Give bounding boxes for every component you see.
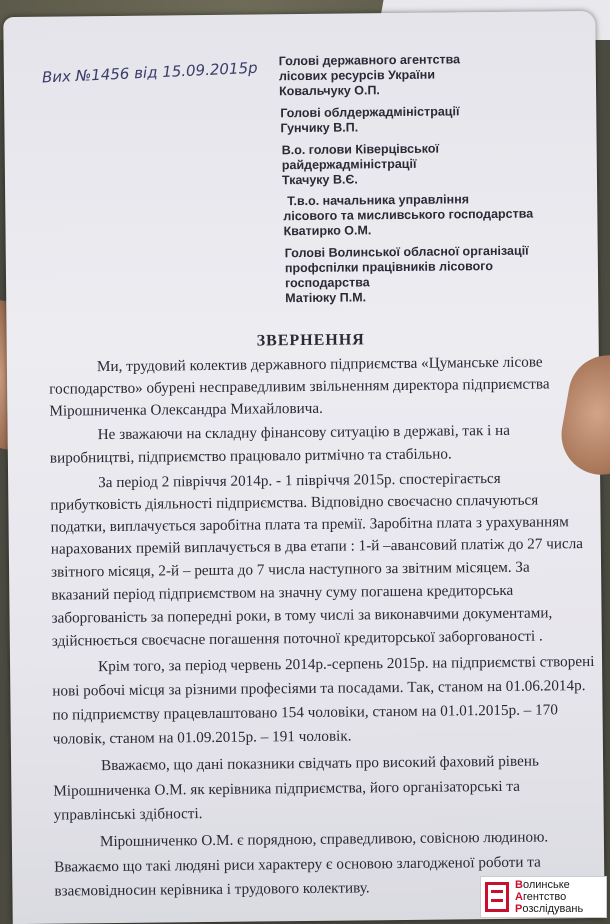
addressee-line: Т.в.о. начальника управління bbox=[287, 192, 470, 209]
body-line: Не зважаючи на складну фінансову ситуацію в державі, так і на bbox=[97, 421, 511, 444]
body-line: Мірошниченка О.М. як керівника підприємства, його організаторські та bbox=[53, 777, 521, 800]
addressee-line: Голові облдержадміністрації bbox=[280, 104, 460, 121]
addressee-line: Матіюку П.М. bbox=[285, 290, 367, 306]
logo-text-line: Розслідувань bbox=[515, 903, 584, 915]
addressee-line: Ткачуку В.Є. bbox=[281, 172, 358, 188]
body-line: Мірошниченко О.М. є порядною, справедливою, совісною людиною. bbox=[99, 828, 549, 851]
body-line: Крім того, за період червень 2014р.-серпень 2015р. на підприємстві створені bbox=[97, 652, 595, 676]
addressee-line: Голові Волинської обласної організації bbox=[284, 243, 529, 261]
addressee-line: господарства bbox=[284, 275, 370, 291]
body-line: нові робочі місця за різними професіями та посадами. Так, станом на 01.06.2014р. bbox=[52, 677, 586, 700]
body-line: господарство» обурені несправедливим звільненням директора підприємства bbox=[49, 375, 550, 398]
logo-text-line: Агентство bbox=[515, 891, 567, 903]
body-line: заборгованість за попередні роки, в тому числі за виконавчими документами, bbox=[51, 604, 553, 627]
body-line: Мірошниченка Олександра Михайловича. bbox=[49, 399, 324, 420]
agency-logo-icon bbox=[485, 882, 509, 912]
agency-logo-watermark bbox=[480, 876, 607, 918]
body-line: чоловік, станом на 01.09.2015р. – 191 чоловік. bbox=[52, 727, 352, 748]
addressee-line: Ковальчуку О.П. bbox=[278, 83, 380, 99]
body-line: вказаний період підприємством на значну суму погашена кредиторська bbox=[51, 581, 514, 604]
body-line: по підприємству працевлаштовано 154 чоловіки, станом на 01.01.2015р. – 170 bbox=[52, 701, 559, 724]
body-line: здійснюється своєчасне погашення поточної кредиторської заборгованості . bbox=[51, 627, 543, 650]
body-line: Вважаємо що такі людяні риси характеру є основою злагодженої роботи та bbox=[54, 853, 541, 876]
addressee-line: Гунчику В.П. bbox=[280, 120, 359, 136]
body-line: управлінські здібності. bbox=[53, 805, 203, 824]
body-line: Вважаємо, що дані показники свідчать про високий фаховий рівень bbox=[101, 752, 539, 775]
document-title: ЗВЕРНЕННЯ bbox=[256, 331, 365, 350]
addressee-line: лісового та мисливського господарства bbox=[283, 206, 534, 224]
addressee-line: райдержадміністрації bbox=[281, 156, 417, 173]
body-line: взаємовідносин керівника і трудового колективу. bbox=[54, 879, 370, 900]
body-line: прибутковість діяльності підприємства. Відповідно своєчасно сплачуються bbox=[50, 491, 539, 514]
body-line: За період 2 півріччя 2014р. - 1 півріччя 2015р. спостерігається bbox=[98, 469, 501, 492]
body-line: податки, виплачується заробітна плата та премії. Заробітна плата з урахуванням bbox=[50, 513, 569, 536]
logo-text-line: Волинське bbox=[515, 879, 570, 891]
outgoing-number-note: Вих №1456 від 15.09.2015р bbox=[41, 58, 258, 87]
addressee-line: профспілки працівників лісового bbox=[284, 259, 494, 276]
body-line: нарахованих премій виплачується в два етапи : 1-й –авансовий платіж до 27 числа bbox=[50, 535, 584, 558]
body-line: виробництві, підприємство працювало ритмічно та стабільно. bbox=[49, 445, 452, 467]
addressee-line: Голові державного агентства bbox=[278, 52, 461, 69]
addressee-line: Кватирко О.М. bbox=[283, 223, 372, 239]
addressee-line: лісових ресурсів України bbox=[278, 67, 436, 84]
body-line: звітного місяця, 2-й – решта до 7 числа наступного за звітним місяцем. За bbox=[50, 558, 530, 581]
addressee-line: В.о. голови Ківерцівської bbox=[281, 141, 440, 158]
document-page bbox=[3, 11, 604, 924]
body-line: Ми, трудовий колектив державного підприємства «Цуманське лісове bbox=[96, 353, 543, 376]
